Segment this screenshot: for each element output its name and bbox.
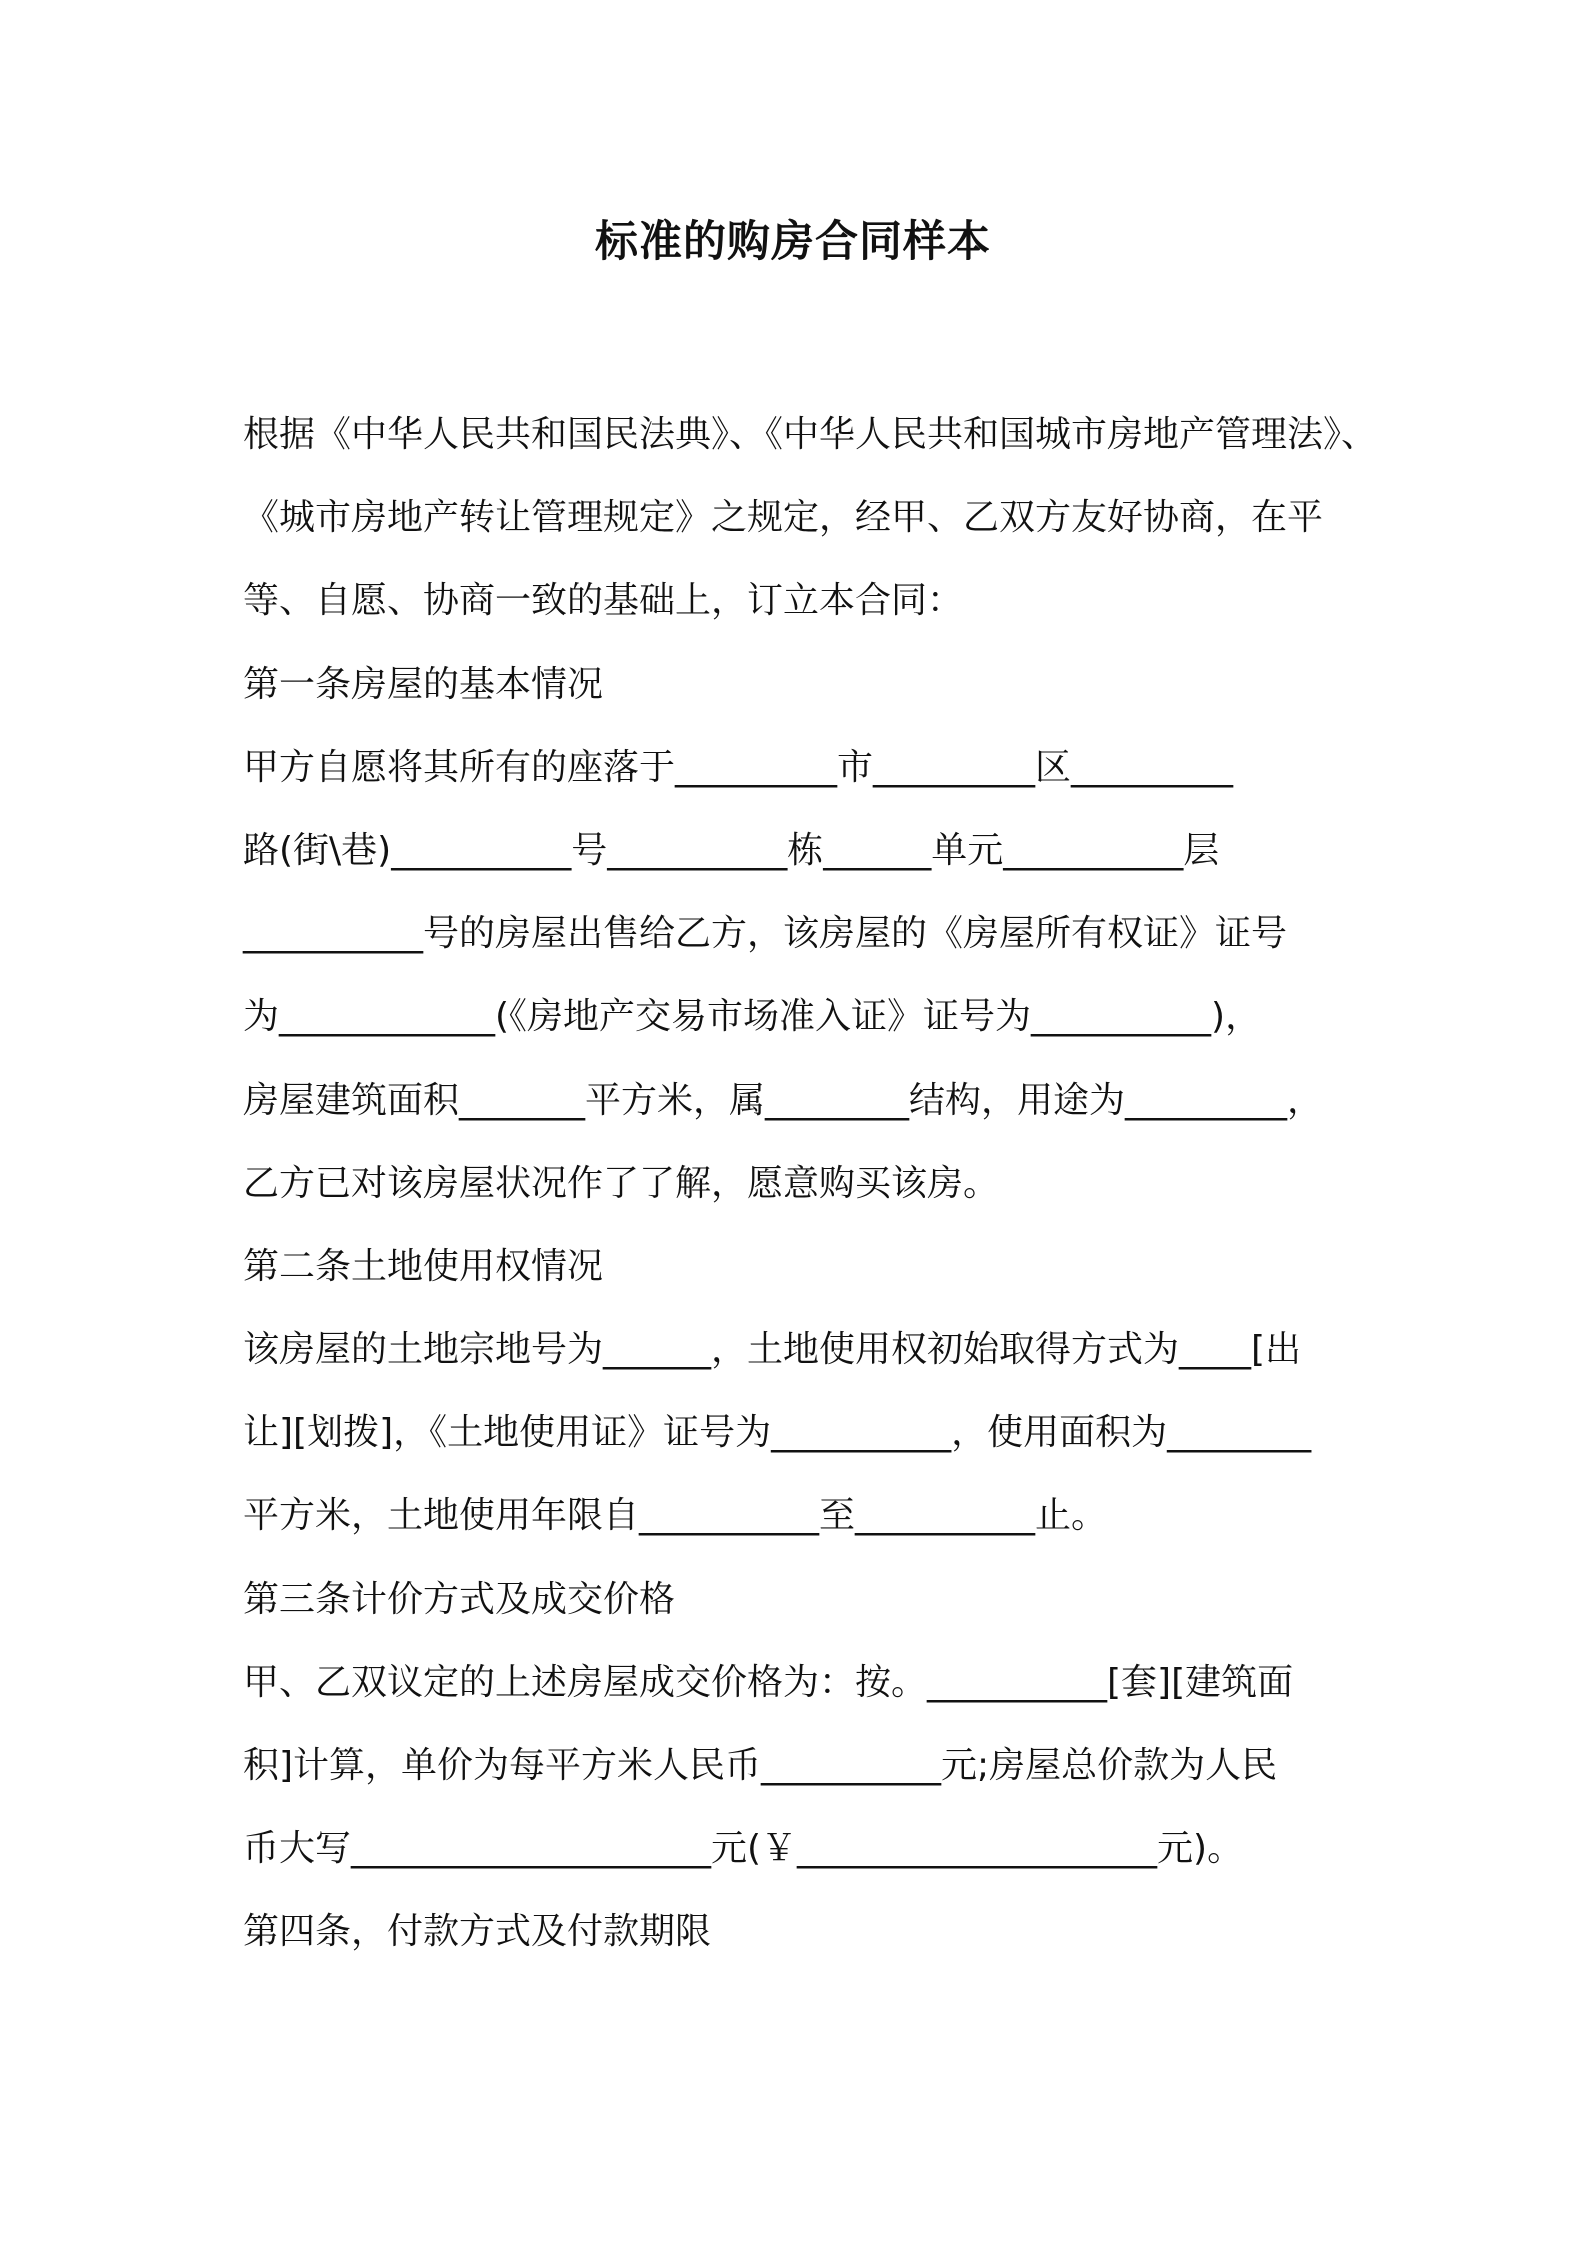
article-1-line-6: 乙方已对该房屋状况作了了解，愿意购买该房。 bbox=[243, 1162, 1000, 1204]
article-3-line-3: 币大写____________________元(￥____________________元)。 bbox=[243, 1828, 1244, 1870]
article-2-line-2: 让][划拨]，《土地使用证》证号为__________，使用面积为________ bbox=[243, 1412, 1312, 1454]
article-1-line-1: 甲方自愿将其所有的座落于_________市_________区_________ bbox=[243, 746, 1234, 788]
article-1-line-4: 为____________(《房地产交易市场准入证》证号为__________)， bbox=[243, 996, 1262, 1038]
article-3-heading: 第三条计价方式及成交价格 bbox=[243, 1578, 676, 1620]
article-2-line-1: 该房屋的土地宗地号为______，土地使用权初始取得方式为____[出 bbox=[243, 1329, 1302, 1371]
document-title: 标准的购房合同样本 bbox=[595, 217, 991, 267]
article-1-line-3: __________号的房屋出售给乙方，该房屋的《房屋所有权证》证号 bbox=[243, 913, 1288, 955]
article-1-line-2: 路(街\巷)__________号__________栋______单元__________层 bbox=[243, 829, 1220, 871]
article-3-line-1: 甲、乙双议定的上述房屋成交价格为：按。__________[套][建筑面 bbox=[243, 1661, 1294, 1703]
article-3-line-2: 积]计算，单价为每平方米人民币__________元;房屋总价款为人民 bbox=[243, 1745, 1278, 1786]
document-body bbox=[243, 405, 1383, 1986]
article-2-heading: 第二条土地使用权情况 bbox=[243, 1245, 604, 1287]
intro-line-1: 根据《中华人民共和国民法典》、《中华人民共和国城市房地产管理法》、 bbox=[243, 414, 1378, 455]
article-1-heading: 第一条房屋的基本情况 bbox=[243, 663, 604, 705]
article-1-line-5: 房屋建筑面积_______平方米，属________结构，用途为_________， bbox=[243, 1079, 1324, 1121]
article-4-heading: 第四条，付款方式及付款期限 bbox=[243, 1911, 712, 1953]
article-2-line-3: 平方米，土地使用年限自__________至__________止。 bbox=[243, 1495, 1108, 1537]
intro-line-2: 《城市房地产转让管理规定》之规定，经甲、乙双方友好协商，在平 bbox=[243, 497, 1324, 539]
intro-line-3: 等、自愿、协商一致的基础上，订立本合同： bbox=[243, 580, 964, 622]
